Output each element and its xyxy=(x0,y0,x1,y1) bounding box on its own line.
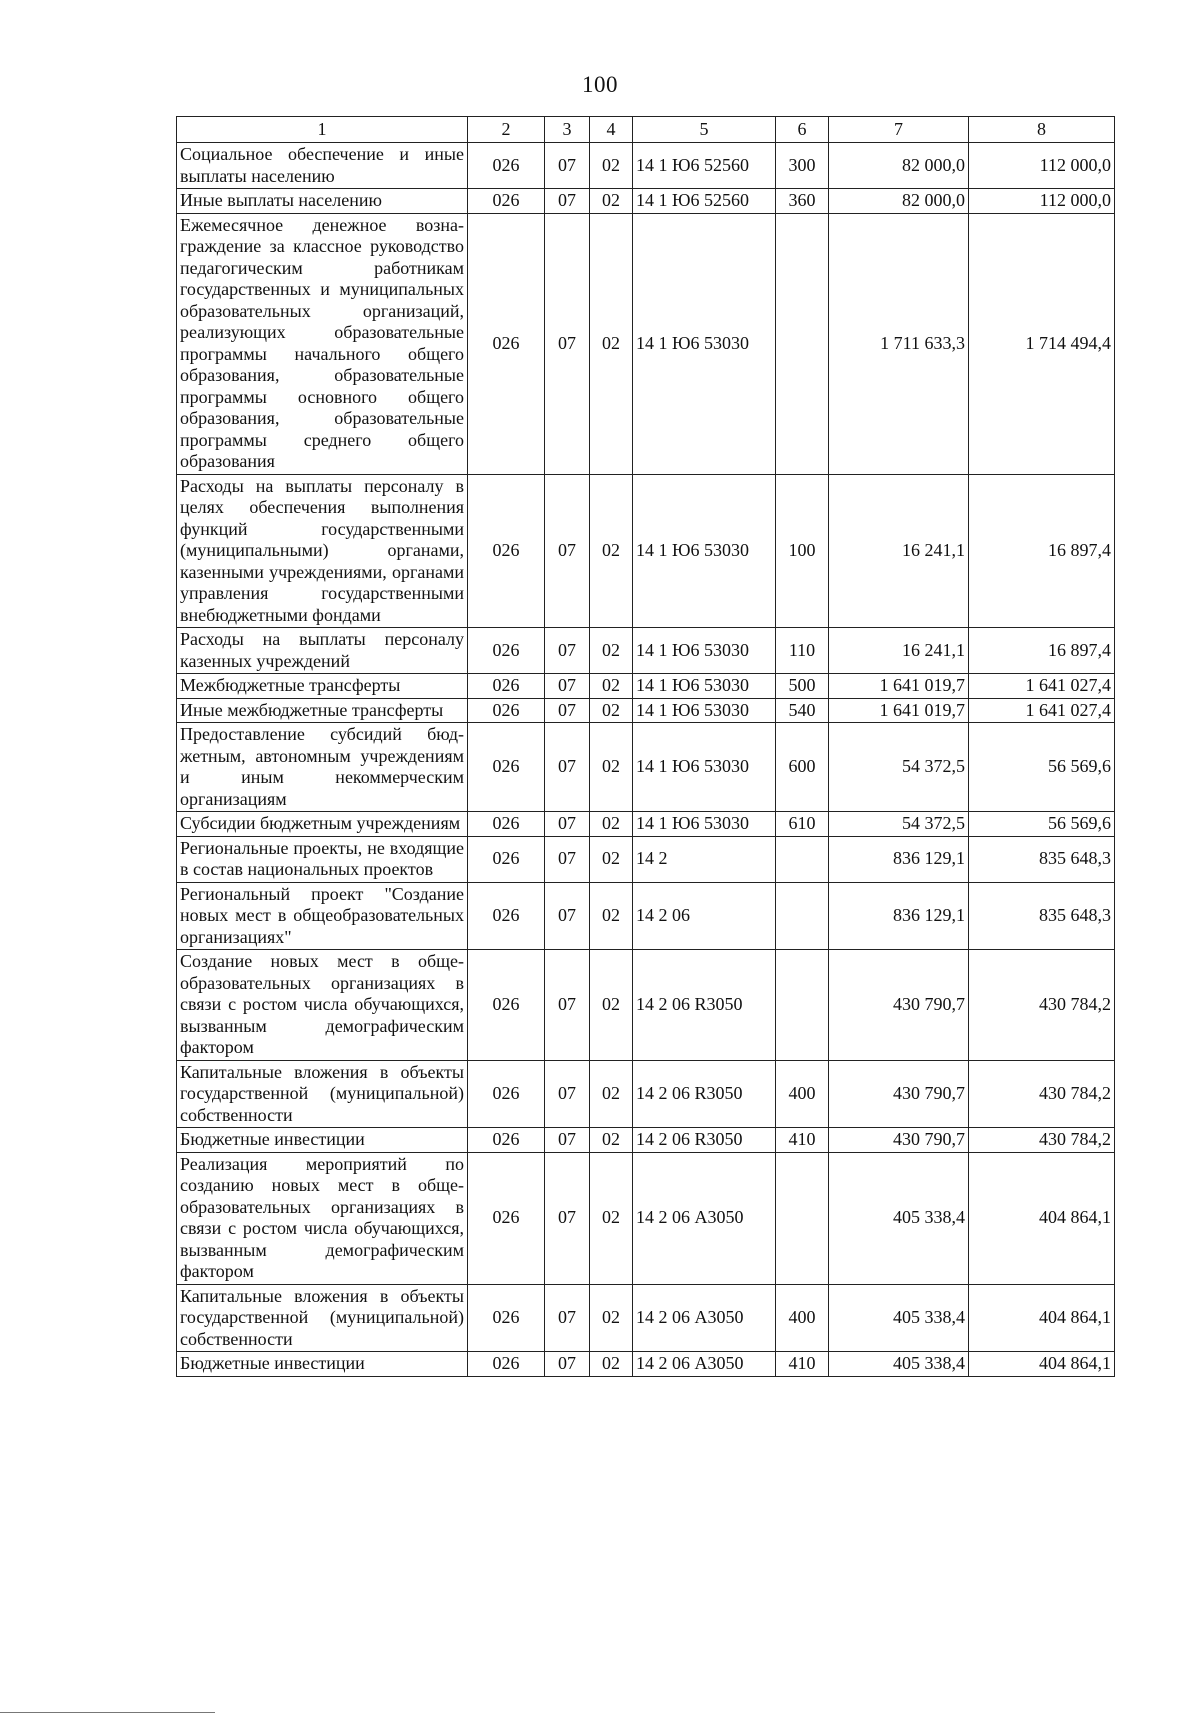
header-cell-col5: 5 xyxy=(633,117,776,143)
amount-col7: 1 711 633,3 xyxy=(829,213,969,474)
target-article-code: 14 2 06 А3050 xyxy=(633,1284,776,1352)
amount-col7: 1 641 019,7 xyxy=(829,674,969,699)
subsection-code: 02 xyxy=(590,723,633,812)
row-name: Иные выплаты населению xyxy=(177,189,468,214)
table-row xyxy=(177,474,1115,628)
section-code: 07 xyxy=(545,628,590,674)
amount-col7: 1 641 019,7 xyxy=(829,698,969,723)
page-number: 100 xyxy=(582,72,618,97)
amount-col7: 16 241,1 xyxy=(829,628,969,674)
row-name: Межбюджетные трансферты xyxy=(177,674,468,699)
amount-col8: 430 784,2 xyxy=(969,1128,1115,1153)
subsection-code: 02 xyxy=(590,812,633,837)
table-row xyxy=(177,143,1115,189)
ministry-code: 026 xyxy=(468,213,545,474)
expense-type-code: 400 xyxy=(776,1060,829,1128)
expense-type-code: 400 xyxy=(776,1284,829,1352)
target-article-code: 14 2 06 R3050 xyxy=(633,950,776,1061)
target-article-code: 14 2 06 xyxy=(633,882,776,950)
subsection-code: 02 xyxy=(590,474,633,628)
target-article-code: 14 1 Ю6 53030 xyxy=(633,698,776,723)
target-article-code: 14 2 06 А3050 xyxy=(633,1352,776,1377)
subsection-code: 02 xyxy=(590,950,633,1061)
amount-col7: 405 338,4 xyxy=(829,1152,969,1284)
table-row xyxy=(177,1128,1115,1153)
table-row xyxy=(177,213,1115,474)
row-name: Бюджетные инвестиции xyxy=(177,1352,468,1377)
header-cell-col1: 1 xyxy=(177,117,468,143)
table-row xyxy=(177,950,1115,1061)
target-article-code: 14 1 Ю6 52560 xyxy=(633,189,776,214)
header-cell-col3: 3 xyxy=(545,117,590,143)
target-article-code: 14 2 06 R3050 xyxy=(633,1128,776,1153)
section-code: 07 xyxy=(545,698,590,723)
row-name: Расходы на выплаты персоналу в целях обеспечения выполнения функций государственными (муниципальными) органами, казенными учреждениями, органами управления государственными внебюджетными фондами xyxy=(177,474,468,628)
ministry-code: 026 xyxy=(468,1128,545,1153)
expense-type-code xyxy=(776,1152,829,1284)
ministry-code: 026 xyxy=(468,189,545,214)
row-name: Социальное обеспечение и иные выплаты населению xyxy=(177,143,468,189)
amount-col8: 112 000,0 xyxy=(969,189,1115,214)
expense-type-code xyxy=(776,950,829,1061)
ministry-code: 026 xyxy=(468,628,545,674)
amount-col7: 54 372,5 xyxy=(829,812,969,837)
section-code: 07 xyxy=(545,189,590,214)
amount-col7: 836 129,1 xyxy=(829,836,969,882)
subsection-code: 02 xyxy=(590,698,633,723)
table-row xyxy=(177,189,1115,214)
header-cell-col4: 4 xyxy=(590,117,633,143)
ministry-code: 026 xyxy=(468,723,545,812)
expense-type-code: 610 xyxy=(776,812,829,837)
row-name: Капитальные вложения в объекты государственной (муниципальной) собственности xyxy=(177,1284,468,1352)
header-cell-col6: 6 xyxy=(776,117,829,143)
ministry-code: 026 xyxy=(468,882,545,950)
table-row xyxy=(177,882,1115,950)
row-name: Бюджетные инвестиции xyxy=(177,1128,468,1153)
expense-type-code xyxy=(776,213,829,474)
amount-col8: 16 897,4 xyxy=(969,474,1115,628)
section-code: 07 xyxy=(545,950,590,1061)
table-row xyxy=(177,698,1115,723)
section-code: 07 xyxy=(545,1128,590,1153)
section-code: 07 xyxy=(545,812,590,837)
amount-col8: 56 569,6 xyxy=(969,723,1115,812)
section-code: 07 xyxy=(545,882,590,950)
ministry-code: 026 xyxy=(468,812,545,837)
amount-col7: 16 241,1 xyxy=(829,474,969,628)
expense-type-code: 100 xyxy=(776,474,829,628)
amount-col7: 430 790,7 xyxy=(829,1060,969,1128)
ministry-code: 026 xyxy=(468,1284,545,1352)
target-article-code: 14 2 xyxy=(633,836,776,882)
ministry-code: 026 xyxy=(468,143,545,189)
ministry-code: 026 xyxy=(468,698,545,723)
amount-col8: 1 641 027,4 xyxy=(969,698,1115,723)
table-row xyxy=(177,723,1115,812)
subsection-code: 02 xyxy=(590,143,633,189)
section-code: 07 xyxy=(545,143,590,189)
ministry-code: 026 xyxy=(468,1352,545,1377)
expense-type-code: 410 xyxy=(776,1128,829,1153)
subsection-code: 02 xyxy=(590,1152,633,1284)
row-name: Предоставление субсидий бюджетным, автономным учреждениям и иным некоммерческим организациям xyxy=(177,723,468,812)
amount-col8: 1 641 027,4 xyxy=(969,674,1115,699)
ministry-code: 026 xyxy=(468,836,545,882)
expense-type-code: 500 xyxy=(776,674,829,699)
row-name: Иные межбюджетные трансферты xyxy=(177,698,468,723)
row-name: Создание новых мест в общеобразовательных организациях в связи с ростом числа обучающихся, вызванным демографическим фактором xyxy=(177,950,468,1061)
header-row xyxy=(177,117,1115,143)
ministry-code: 026 xyxy=(468,674,545,699)
ministry-code: 026 xyxy=(468,1060,545,1128)
expense-type-code xyxy=(776,836,829,882)
amount-col8: 835 648,3 xyxy=(969,882,1115,950)
amount-col8: 404 864,1 xyxy=(969,1352,1115,1377)
target-article-code: 14 1 Ю6 53030 xyxy=(633,474,776,628)
target-article-code: 14 1 Ю6 53030 xyxy=(633,674,776,699)
amount-col7: 82 000,0 xyxy=(829,189,969,214)
expense-type-code: 110 xyxy=(776,628,829,674)
header-cell-col2: 2 xyxy=(468,117,545,143)
budget-table xyxy=(176,116,1115,1377)
amount-col8: 1 714 494,4 xyxy=(969,213,1115,474)
ministry-code: 026 xyxy=(468,474,545,628)
row-name: Региональные проекты, не входящие в состав национальных проектов xyxy=(177,836,468,882)
section-code: 07 xyxy=(545,474,590,628)
section-code: 07 xyxy=(545,213,590,474)
section-code: 07 xyxy=(545,1284,590,1352)
table-row xyxy=(177,674,1115,699)
table-row xyxy=(177,812,1115,837)
amount-col8: 16 897,4 xyxy=(969,628,1115,674)
row-name: Субсидии бюджетным учреждениям xyxy=(177,812,468,837)
table-row xyxy=(177,1152,1115,1284)
expense-type-code xyxy=(776,882,829,950)
ministry-code: 026 xyxy=(468,950,545,1061)
expense-type-code: 360 xyxy=(776,189,829,214)
amount-col8: 404 864,1 xyxy=(969,1284,1115,1352)
ministry-code: 026 xyxy=(468,1152,545,1284)
header-cell-col8: 8 xyxy=(969,117,1115,143)
section-code: 07 xyxy=(545,723,590,812)
table-row xyxy=(177,1060,1115,1128)
subsection-code: 02 xyxy=(590,882,633,950)
subsection-code: 02 xyxy=(590,628,633,674)
row-name: Реализация мероприятий по созданию новых мест в общеобразовательных организациях в связи с ростом числа обучающихся, вызванным демографическим фактором xyxy=(177,1152,468,1284)
target-article-code: 14 2 06 А3050 xyxy=(633,1152,776,1284)
header-cell-col7: 7 xyxy=(829,117,969,143)
target-article-code: 14 1 Ю6 53030 xyxy=(633,213,776,474)
target-article-code: 14 1 Ю6 53030 xyxy=(633,812,776,837)
table-row xyxy=(177,628,1115,674)
amount-col8: 430 784,2 xyxy=(969,950,1115,1061)
table-row xyxy=(177,1284,1115,1352)
expense-type-code: 600 xyxy=(776,723,829,812)
subsection-code: 02 xyxy=(590,1128,633,1153)
amount-col7: 430 790,7 xyxy=(829,1128,969,1153)
expense-type-code: 300 xyxy=(776,143,829,189)
target-article-code: 14 1 Ю6 53030 xyxy=(633,723,776,812)
amount-col8: 430 784,2 xyxy=(969,1060,1115,1128)
subsection-code: 02 xyxy=(590,674,633,699)
page-edge-divider xyxy=(0,1712,215,1713)
amount-col7: 836 129,1 xyxy=(829,882,969,950)
expense-type-code: 410 xyxy=(776,1352,829,1377)
target-article-code: 14 1 Ю6 53030 xyxy=(633,628,776,674)
section-code: 07 xyxy=(545,836,590,882)
subsection-code: 02 xyxy=(590,1060,633,1128)
amount-col8: 56 569,6 xyxy=(969,812,1115,837)
row-name: Ежемесячное денежное вознаграждение за классное руководство педагогическим работникам государственных и муниципальных образовательных организаций, реализующих образовательные программы начального общего образования, образовательные программы основного общего образования, образовательные программы среднего общего образования xyxy=(177,213,468,474)
section-code: 07 xyxy=(545,1152,590,1284)
table-row xyxy=(177,1352,1115,1377)
target-article-code: 14 1 Ю6 52560 xyxy=(633,143,776,189)
amount-col8: 835 648,3 xyxy=(969,836,1115,882)
subsection-code: 02 xyxy=(590,189,633,214)
subsection-code: 02 xyxy=(590,1352,633,1377)
target-article-code: 14 2 06 R3050 xyxy=(633,1060,776,1128)
row-name: Расходы на выплаты персоналу казенных учреждений xyxy=(177,628,468,674)
amount-col7: 405 338,4 xyxy=(829,1352,969,1377)
section-code: 07 xyxy=(545,1352,590,1377)
section-code: 07 xyxy=(545,1060,590,1128)
amount-col7: 430 790,7 xyxy=(829,950,969,1061)
expense-type-code: 540 xyxy=(776,698,829,723)
row-name: Капитальные вложения в объекты государственной (муниципальной) собственности xyxy=(177,1060,468,1128)
amount-col8: 112 000,0 xyxy=(969,143,1115,189)
row-name: Региональный проект "Создание новых мест в общеобразовательных организациях" xyxy=(177,882,468,950)
amount-col8: 404 864,1 xyxy=(969,1152,1115,1284)
subsection-code: 02 xyxy=(590,836,633,882)
subsection-code: 02 xyxy=(590,213,633,474)
subsection-code: 02 xyxy=(590,1284,633,1352)
amount-col7: 405 338,4 xyxy=(829,1284,969,1352)
table-row xyxy=(177,836,1115,882)
amount-col7: 82 000,0 xyxy=(829,143,969,189)
amount-col7: 54 372,5 xyxy=(829,723,969,812)
section-code: 07 xyxy=(545,674,590,699)
